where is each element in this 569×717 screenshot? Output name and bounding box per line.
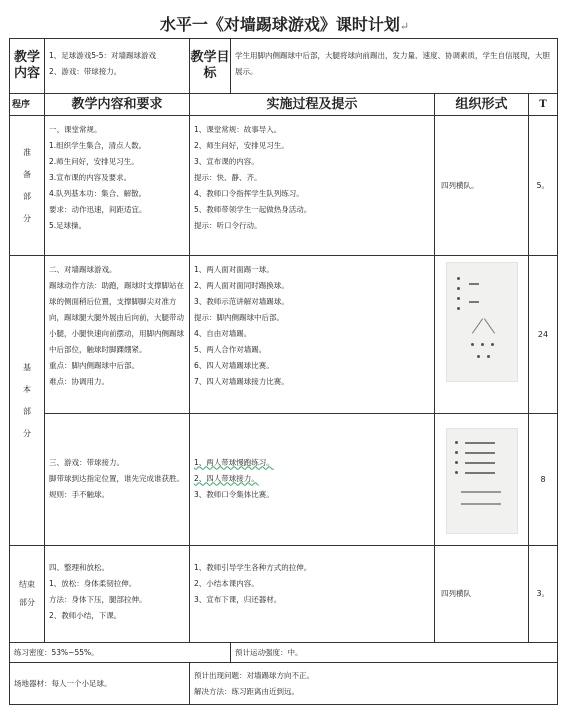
basic-process-line: 1、两人带球慢跑练习。 bbox=[194, 457, 274, 467]
basic-process-2 bbox=[190, 414, 435, 546]
basic-process-line: 3、教师口令集体比赛。 bbox=[194, 489, 274, 499]
end-process bbox=[190, 546, 435, 643]
lesson-plan-table bbox=[9, 38, 558, 705]
end-process-line: 1、教师引导学生各种方式的拉伸。 bbox=[194, 563, 312, 572]
basic-process-1 bbox=[190, 256, 435, 414]
basic-phase: 基 本 部 分 bbox=[10, 256, 45, 546]
end-content bbox=[45, 546, 190, 643]
basic-process-line: 6、四人对墙踢球比赛。 bbox=[194, 361, 274, 370]
problems-cell bbox=[190, 663, 558, 705]
basic-org-2 bbox=[435, 414, 529, 546]
prep-content-line: 要求：动作迅速，间距适宜。 bbox=[49, 205, 147, 214]
prep-content-line: 1.组织学生集合，清点人数。 bbox=[49, 141, 147, 150]
basic-process-line: 1、两人面对面踢一球。 bbox=[194, 265, 274, 274]
basic-process-line: 7、四人对墙踢球接力比赛。 bbox=[194, 377, 289, 386]
column-header-row bbox=[10, 94, 558, 116]
end-phase: 结束 部分 bbox=[10, 546, 45, 643]
end-content-line: 方法：身体下压，腿部拉伸。 bbox=[49, 595, 147, 604]
prep-org: 四列横队。 bbox=[435, 116, 529, 256]
page-title: 水平一《对墙踢球游戏》课时计划↵ bbox=[159, 15, 410, 34]
basic-row-2 bbox=[10, 414, 558, 546]
end-content-line: 1、放松：身体柔韧拉伸。 bbox=[49, 579, 137, 588]
goal-text: 学生用脚内侧踢球中后部，大腿将球向前踢出，发力量、速度、协调素质，学生自信展现，大胆展示。 bbox=[231, 39, 558, 94]
end-row bbox=[10, 546, 558, 643]
header-row bbox=[10, 39, 558, 94]
content-summary bbox=[45, 39, 190, 94]
col-org: 组织形式 bbox=[435, 94, 529, 116]
basic-content-line: 三、游戏：带球接力。 bbox=[49, 457, 124, 467]
prep-process-line: 1、课堂常规：故事导入。 bbox=[194, 125, 282, 134]
basic-time-2: 8 bbox=[529, 414, 558, 546]
formation-photo bbox=[446, 428, 518, 534]
content-line: 2、游戏：带球接力。 bbox=[49, 67, 122, 76]
prep-process-line: 2、师生问好，安排见习生。 bbox=[194, 141, 289, 150]
basic-process-line: 2、两人面对面同时踢换球。 bbox=[194, 281, 289, 290]
end-time: 3。 bbox=[529, 546, 558, 643]
practice-density: 练习密度：53%~55%。 bbox=[10, 643, 231, 663]
basic-content-line: 脚带球到达指定位置，谁先完成谁获胜。 bbox=[49, 473, 184, 483]
prep-row bbox=[10, 116, 558, 256]
end-process-line: 2、小结本课内容。 bbox=[194, 579, 259, 588]
prep-content bbox=[45, 116, 190, 256]
prep-process-line: 提示：听口令行动。 bbox=[194, 221, 262, 230]
prep-content-line: 4.队列基本功：集合、解散。 bbox=[49, 189, 147, 198]
formation-photo bbox=[446, 262, 518, 382]
basic-time-1: 24 bbox=[529, 256, 558, 414]
prep-content-line: 一、课堂常规。 bbox=[49, 125, 102, 134]
basic-process-line: 3、教师示范讲解对墙踢球。 bbox=[194, 297, 289, 306]
prep-time: 5。 bbox=[529, 116, 558, 256]
prep-content-line: 5.足球操。 bbox=[49, 221, 87, 230]
basic-content-line: 二、对墙踢球游戏。 bbox=[49, 265, 117, 274]
end-content-line: 四、整理和放松。 bbox=[49, 563, 109, 572]
prep-process-line: 提示：快、静、齐。 bbox=[194, 173, 262, 182]
footer-row-2 bbox=[10, 663, 558, 705]
footer-row-1 bbox=[10, 643, 558, 663]
basic-org-1 bbox=[435, 256, 529, 414]
col-phase: 程序 bbox=[10, 94, 45, 116]
basic-content-line: 规则：手不触球。 bbox=[49, 489, 109, 499]
prep-phase: 准 备 部 分 bbox=[10, 116, 45, 256]
expected-problem: 预计出现问题：对墙踢球方向不正。 bbox=[194, 670, 314, 680]
prep-process-line: 5、教师带领学生一起做热身活动。 bbox=[194, 205, 312, 214]
end-process-line: 3、宣布下课，归还器材。 bbox=[194, 595, 282, 604]
col-time: T bbox=[529, 94, 558, 116]
end-org: 四列横队 bbox=[435, 546, 529, 643]
end-content-line: 2、教师小结，下课。 bbox=[49, 611, 122, 620]
basic-process-line: 提示：脚内侧踢球中后部。 bbox=[194, 313, 284, 322]
col-process: 实施过程及提示 bbox=[190, 94, 435, 116]
col-content: 教学内容和要求 bbox=[45, 94, 190, 116]
basic-process-line: 4、自由对墙踢。 bbox=[194, 329, 252, 338]
solution: 解决方法：练习距离由近到远。 bbox=[194, 686, 299, 696]
basic-process-line: 2、四人带球接力。 bbox=[194, 473, 259, 483]
basic-content-1 bbox=[45, 256, 190, 414]
prep-process-line: 3、宣布课的内容。 bbox=[194, 157, 259, 166]
basic-content-line: 难点：协调用力。 bbox=[49, 377, 109, 386]
prep-content-line: 2.师生问好，安排见习生。 bbox=[49, 157, 139, 166]
basic-process-line: 5、两人合作对墙踢。 bbox=[194, 345, 267, 354]
prep-content-line: 3.宣布课的内容及要求。 bbox=[49, 173, 132, 182]
goal-label: 教学目标 bbox=[190, 39, 231, 94]
basic-content-2 bbox=[45, 414, 190, 546]
basic-row-1 bbox=[10, 256, 558, 414]
prep-process bbox=[190, 116, 435, 256]
prep-process-line: 4、教师口令指挥学生队列练习。 bbox=[194, 189, 304, 198]
exercise-intensity: 预计运动强度：中。 bbox=[231, 643, 558, 663]
equipment: 场地器材：每人一个小足球。 bbox=[10, 663, 190, 705]
basic-content-line: 重点：脚内侧踢球中后部。 bbox=[49, 361, 139, 370]
content-line: 1、足球游戏5-5：对墙踢球游戏 bbox=[49, 51, 157, 60]
content-label: 教学内容 bbox=[10, 39, 45, 94]
basic-method-text: 踢球动作方法：助跑，踢球时支撑脚站在球的侧面稍后位置，支撑脚脚尖对准方向，踢球腿大腿外展由后向前，大腿带动小腿，小腿快速向前摆动，用脚内侧踢球中后部位，触球时脚踝绷紧。 bbox=[49, 281, 184, 354]
